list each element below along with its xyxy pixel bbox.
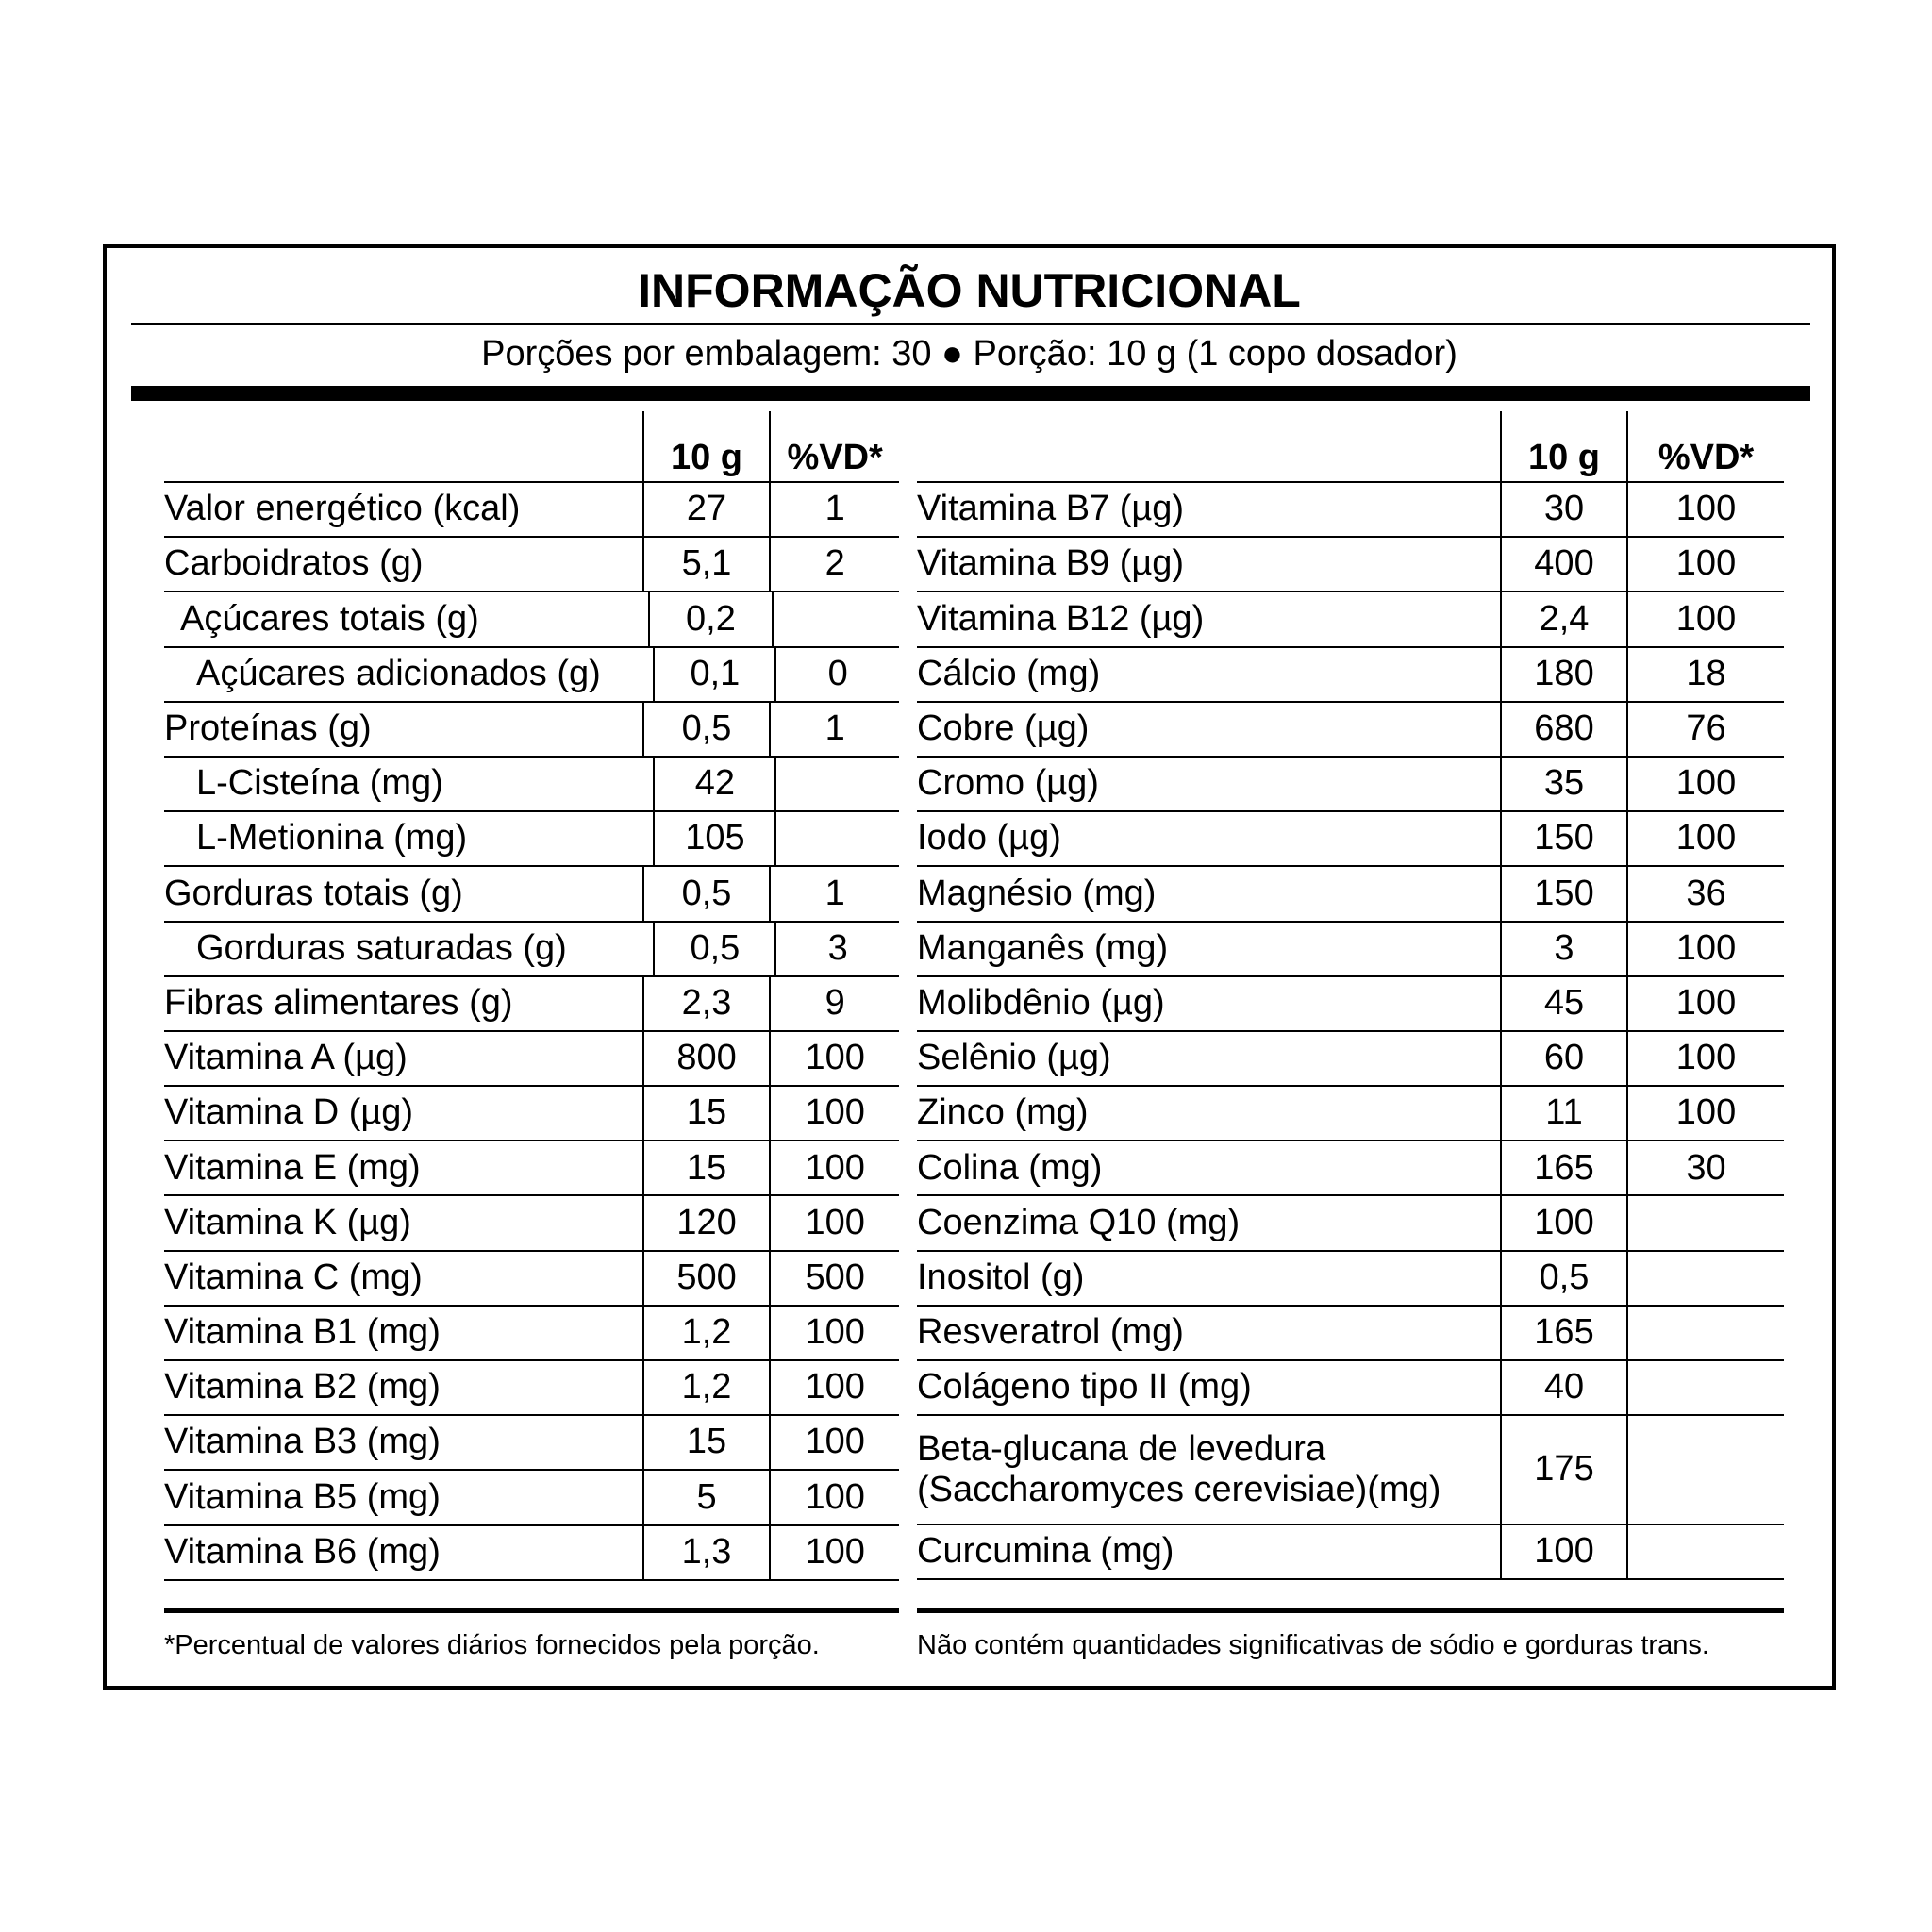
nutrient-name: Manganês (mg) xyxy=(917,927,1169,968)
table-row xyxy=(164,923,899,977)
table-row xyxy=(164,867,899,922)
nutrient-dv: 100 xyxy=(769,1471,899,1524)
nutrient-dv: 100 xyxy=(1626,812,1784,865)
table-row xyxy=(164,1032,899,1087)
nutrient-name: Fibras alimentares (g) xyxy=(164,982,513,1023)
nutrient-dv xyxy=(1626,1196,1784,1249)
table-row xyxy=(164,538,899,592)
nutrient-name: Resveratrol (mg) xyxy=(917,1312,1184,1353)
table-row xyxy=(164,1471,899,1525)
table-row xyxy=(917,758,1784,812)
nutrient-dv: 100 xyxy=(769,1032,899,1085)
nutrient-amount: 150 xyxy=(1500,812,1626,865)
nutrient-amount: 0,2 xyxy=(648,592,773,645)
nutrient-amount: 1,3 xyxy=(642,1526,770,1579)
table-row xyxy=(917,1361,1784,1416)
nutrient-dv: 100 xyxy=(1626,1087,1784,1140)
nutrient-name: Carboidratos (g) xyxy=(164,543,424,584)
table-row xyxy=(164,1361,899,1416)
nutrient-dv: 100 xyxy=(1626,592,1784,645)
nutrient-name: Vitamina K (µg) xyxy=(164,1202,411,1242)
nutrient-amount: 0,1 xyxy=(653,648,774,701)
nutrient-name: Vitamina B1 (mg) xyxy=(164,1312,441,1353)
nutrient-dv: 100 xyxy=(1626,977,1784,1030)
nutrient-amount: 165 xyxy=(1500,1141,1626,1194)
nutrient-dv xyxy=(1626,1307,1784,1359)
nutrient-dv xyxy=(1626,1416,1784,1524)
nutrient-name-line: Beta-glucana de levedura xyxy=(917,1428,1326,1469)
nutrient-name: Vitamina B6 (mg) xyxy=(164,1531,441,1572)
table-row xyxy=(917,483,1784,538)
nutrient-name: Açúcares adicionados (g) xyxy=(196,653,601,693)
nutrient-dv: 100 xyxy=(769,1087,899,1140)
header-dv: %VD* xyxy=(1626,411,1784,481)
nutrient-amount: 1,2 xyxy=(642,1307,770,1359)
table-row xyxy=(917,592,1784,647)
table-header xyxy=(164,411,899,483)
nutrient-dv: 100 xyxy=(1626,538,1784,591)
thick-rule xyxy=(131,386,1810,401)
table-row xyxy=(917,703,1784,758)
nutrient-dv: 100 xyxy=(769,1361,899,1414)
nutrient-amount: 45 xyxy=(1500,977,1626,1030)
nutrient-name: Cobre (µg) xyxy=(917,708,1090,748)
nutrient-amount: 400 xyxy=(1500,538,1626,591)
header-dv: %VD* xyxy=(769,411,899,481)
table-row xyxy=(917,1087,1784,1141)
nutrient-name: Cálcio (mg) xyxy=(917,653,1101,693)
nutrient-amount: 60 xyxy=(1500,1032,1626,1085)
nutrient-name: Valor energético (kcal) xyxy=(164,489,521,529)
servings-info: Porções por embalagem: 30 ● Porção: 10 g (1 copo dosador) xyxy=(481,334,1457,374)
nutrient-amount: 35 xyxy=(1500,758,1626,810)
table-row xyxy=(917,1252,1784,1307)
table-row xyxy=(164,483,899,538)
footer-rule-left xyxy=(164,1608,899,1613)
nutrient-name: Zinco (mg) xyxy=(917,1092,1089,1133)
nutrient-name: Vitamina B12 (µg) xyxy=(917,598,1205,639)
nutrient-amount: 42 xyxy=(653,758,774,810)
nutrient-amount: 5 xyxy=(642,1471,770,1524)
table-header xyxy=(917,411,1784,483)
nutrient-table-right xyxy=(917,411,1784,1580)
nutrient-table-left xyxy=(164,411,899,1581)
nutrient-dv: 18 xyxy=(1626,648,1784,701)
table-row xyxy=(164,1087,899,1141)
table-row xyxy=(917,867,1784,922)
nutrient-dv: 100 xyxy=(769,1141,899,1194)
nutrient-amount: 3 xyxy=(1500,923,1626,975)
nutrient-name: Vitamina B3 (mg) xyxy=(164,1422,441,1462)
nutrient-dv: 100 xyxy=(1626,923,1784,975)
nutrition-label xyxy=(103,244,1836,1690)
nutrient-dv: 30 xyxy=(1626,1141,1784,1194)
nutrient-dv xyxy=(1626,1252,1784,1305)
nutrient-name: Vitamina B9 (µg) xyxy=(917,543,1185,584)
nutrient-amount: 150 xyxy=(1500,867,1626,920)
table-row xyxy=(917,977,1784,1032)
table-row xyxy=(164,1526,899,1581)
nutrient-dv: 100 xyxy=(769,1416,899,1469)
nutrient-name: Açúcares totais (g) xyxy=(180,598,479,639)
nutrient-name: Inositol (g) xyxy=(917,1257,1085,1297)
table-row xyxy=(164,758,899,812)
nutrient-amount: 175 xyxy=(1500,1416,1626,1524)
nutrient-amount: 180 xyxy=(1500,648,1626,701)
nutrient-dv xyxy=(1626,1525,1784,1578)
nutrient-name: Gorduras totais (g) xyxy=(164,873,463,913)
table-row xyxy=(164,1196,899,1251)
footnote-right: Não contém quantidades significativas de sódio e gorduras trans. xyxy=(917,1630,1709,1660)
nutrient-name: Molibdênio (µg) xyxy=(917,982,1165,1023)
table-row xyxy=(917,812,1784,867)
nutrient-dv xyxy=(1626,1361,1784,1414)
nutrient-name: Coenzima Q10 (mg) xyxy=(917,1202,1241,1242)
nutrient-name: Vitamina B7 (µg) xyxy=(917,489,1185,529)
nutrient-name: Colina (mg) xyxy=(917,1147,1103,1188)
nutrient-dv xyxy=(772,592,899,645)
nutrient-name: Iodo (µg) xyxy=(917,818,1061,858)
nutrient-dv: 76 xyxy=(1626,703,1784,756)
table-row xyxy=(917,1141,1784,1196)
nutrient-amount: 120 xyxy=(642,1196,770,1249)
nutrient-name: Gorduras saturadas (g) xyxy=(196,927,567,968)
nutrient-amount: 30 xyxy=(1500,483,1626,536)
table-row xyxy=(164,1141,899,1196)
nutrient-dv: 100 xyxy=(1626,758,1784,810)
nutrient-dv: 0 xyxy=(774,648,899,701)
table-row xyxy=(917,1307,1784,1361)
table-row xyxy=(917,1032,1784,1087)
nutrient-name: Vitamina E (mg) xyxy=(164,1147,421,1188)
nutrient-dv: 3 xyxy=(774,923,899,975)
nutrient-amount: 0,5 xyxy=(642,703,770,756)
nutrient-dv xyxy=(774,812,899,865)
nutrient-name: Vitamina B5 (mg) xyxy=(164,1476,441,1517)
nutrient-name: L-Cisteína (mg) xyxy=(196,763,443,804)
table-row xyxy=(917,648,1784,703)
nutrient-amount: 27 xyxy=(642,483,770,536)
footer-rule-right xyxy=(917,1608,1784,1613)
table-row xyxy=(164,1416,899,1471)
nutrient-dv: 100 xyxy=(1626,483,1784,536)
nutrient-amount: 500 xyxy=(642,1252,770,1305)
table-row xyxy=(917,538,1784,592)
nutrient-amount: 800 xyxy=(642,1032,770,1085)
nutrient-name: Curcumina (mg) xyxy=(917,1531,1174,1572)
nutrient-amount: 15 xyxy=(642,1416,770,1469)
nutrient-amount: 680 xyxy=(1500,703,1626,756)
header-amount: 10 g xyxy=(642,411,770,481)
nutrient-dv: 2 xyxy=(769,538,899,591)
nutrient-name: L-Metionina (mg) xyxy=(196,818,468,858)
nutrient-amount: 40 xyxy=(1500,1361,1626,1414)
table-row xyxy=(164,703,899,758)
nutrient-amount: 165 xyxy=(1500,1307,1626,1359)
table-row xyxy=(917,1196,1784,1251)
nutrient-name-line: (Saccharomyces cerevisiae)(mg) xyxy=(917,1470,1441,1510)
nutrient-name: Colágeno tipo II (mg) xyxy=(917,1367,1252,1407)
footnote-left: *Percentual de valores diários fornecidos pela porção. xyxy=(164,1630,820,1660)
nutrient-name: Vitamina D (µg) xyxy=(164,1092,414,1133)
nutrient-amount: 2,3 xyxy=(642,977,770,1030)
header-amount: 10 g xyxy=(1500,411,1626,481)
nutrient-name: Proteínas (g) xyxy=(164,708,372,748)
nutrient-dv xyxy=(774,758,899,810)
nutrient-dv: 1 xyxy=(769,703,899,756)
nutrient-amount: 0,5 xyxy=(642,867,770,920)
title-rule xyxy=(131,323,1810,325)
nutrient-name: Vitamina B2 (mg) xyxy=(164,1367,441,1407)
nutrient-amount: 0,5 xyxy=(1500,1252,1626,1305)
nutrient-name: Magnésio (mg) xyxy=(917,873,1157,913)
nutrient-dv: 500 xyxy=(769,1252,899,1305)
nutrient-amount: 5,1 xyxy=(642,538,770,591)
nutrient-amount: 2,4 xyxy=(1500,592,1626,645)
table-row xyxy=(917,923,1784,977)
nutrient-dv: 100 xyxy=(769,1196,899,1249)
nutrient-amount: 1,2 xyxy=(642,1361,770,1414)
nutrient-dv: 9 xyxy=(769,977,899,1030)
table-row xyxy=(164,977,899,1032)
table-row xyxy=(917,1525,1784,1580)
nutrient-dv: 100 xyxy=(769,1526,899,1579)
nutrient-dv: 36 xyxy=(1626,867,1784,920)
nutrient-name: Vitamina A (µg) xyxy=(164,1038,408,1078)
header-nutrient xyxy=(917,411,1500,481)
nutrient-amount: 100 xyxy=(1500,1525,1626,1578)
nutrient-name: Cromo (µg) xyxy=(917,763,1099,804)
nutrient-name: Selênio (µg) xyxy=(917,1038,1111,1078)
table-row xyxy=(164,648,899,703)
table-row xyxy=(164,592,899,647)
nutrient-amount: 100 xyxy=(1500,1196,1626,1249)
nutrient-name xyxy=(917,1416,1500,1524)
nutrient-amount: 15 xyxy=(642,1087,770,1140)
nutrient-dv: 100 xyxy=(1626,1032,1784,1085)
nutrient-dv: 1 xyxy=(769,483,899,536)
header-nutrient xyxy=(164,411,642,481)
table-row xyxy=(164,1307,899,1361)
nutrient-amount: 15 xyxy=(642,1141,770,1194)
nutrient-dv: 100 xyxy=(769,1307,899,1359)
nutrient-name: Vitamina C (mg) xyxy=(164,1257,423,1297)
table-row xyxy=(164,812,899,867)
label-title: INFORMAÇÃO NUTRICIONAL xyxy=(638,264,1301,317)
nutrient-amount: 0,5 xyxy=(653,923,774,975)
nutrient-amount: 11 xyxy=(1500,1087,1626,1140)
nutrient-amount: 105 xyxy=(653,812,774,865)
table-row xyxy=(917,1416,1784,1525)
table-row xyxy=(164,1252,899,1307)
nutrient-dv: 1 xyxy=(769,867,899,920)
